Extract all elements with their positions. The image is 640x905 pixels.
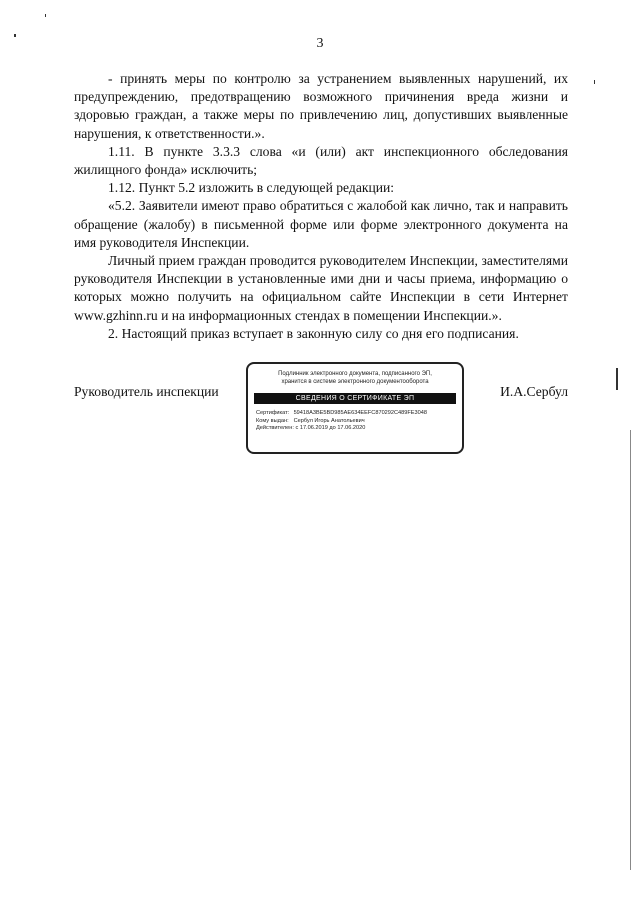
- stamp-certificate-row: [256, 410, 454, 418]
- scan-mark-right-1: [594, 80, 595, 84]
- scan-mark-top: [45, 14, 46, 17]
- signer-title: Руководитель инспекции: [74, 384, 219, 399]
- paragraph-measures: - принять меры по контролю за устранением выявленных нарушений, их предупреждению, предотвращению возможного причинения вреда жизни и здоровью граждан, а также меры по привлечению лиц, допустивших выявленные нарушения, к ответственности.».: [74, 71, 568, 141]
- electronic-signature-stamp: [246, 362, 464, 454]
- stamp-details: [256, 410, 454, 433]
- document-body: [74, 70, 568, 343]
- paragraph-5-2: «5.2. Заявители имеют право обратиться с жалобой как лично, так и направить обращение (жалобу) в письменной форме или форме электронного документа на имя руководителя Инспекции.: [74, 198, 568, 250]
- paragraph-effective-date: 2. Настоящий приказ вступает в законную силу со дня его подписания.: [108, 325, 519, 341]
- valid-label: Действителен:: [256, 425, 294, 431]
- signature-block: [74, 362, 568, 462]
- paragraph-1-11: 1.11. В пункте 3.3.3 слова «и (или) акт инспекционного обследования жилищного фонда» исключить;: [74, 143, 568, 178]
- issued-to-value: Сербул Игорь Анатольевич: [293, 417, 365, 424]
- stamp-issued-to-row: [256, 418, 454, 426]
- scan-mark-right-2: [616, 368, 618, 390]
- stamp-header: СВЕДЕНИЯ О СЕРТИФИКАТЕ ЭП: [254, 393, 456, 404]
- stamp-note: [248, 370, 462, 386]
- page-number: 3: [316, 36, 324, 51]
- valid-value: с 17.06.2019 до 17.06.2020: [295, 425, 366, 431]
- scan-mark-top-left: [14, 34, 16, 37]
- signer-name: И.А.Сербул: [500, 384, 568, 399]
- stamp-valid-row: [256, 425, 454, 433]
- paragraph-1-12: 1.12. Пункт 5.2 изложить в следующей редакции:: [108, 180, 395, 196]
- issued-to-label: Кому выдан:: [256, 417, 289, 424]
- certificate-value: 59418A3BE5BD985AE634EEFC870292C489FE3048: [293, 410, 427, 416]
- paragraph-personal-reception: Личный прием граждан проводится руководителем Инспекции, заместителями руководителя Инспекции в установленные ими дни и часы приема, информацию о которых можно получить на официальном сайте Инспекции в сети Интернет www.gzhinn.ru и на информационных стендах в помещении Инспекции.».: [74, 253, 568, 323]
- certificate-label: Сертификат:: [256, 410, 290, 416]
- stamp-note-line-1: Подлинник электронного документа, подписанного ЭП,: [278, 371, 432, 377]
- scan-edge-right: [630, 430, 631, 870]
- stamp-note-line-2: хранится в системе электронного документооборота: [281, 379, 429, 385]
